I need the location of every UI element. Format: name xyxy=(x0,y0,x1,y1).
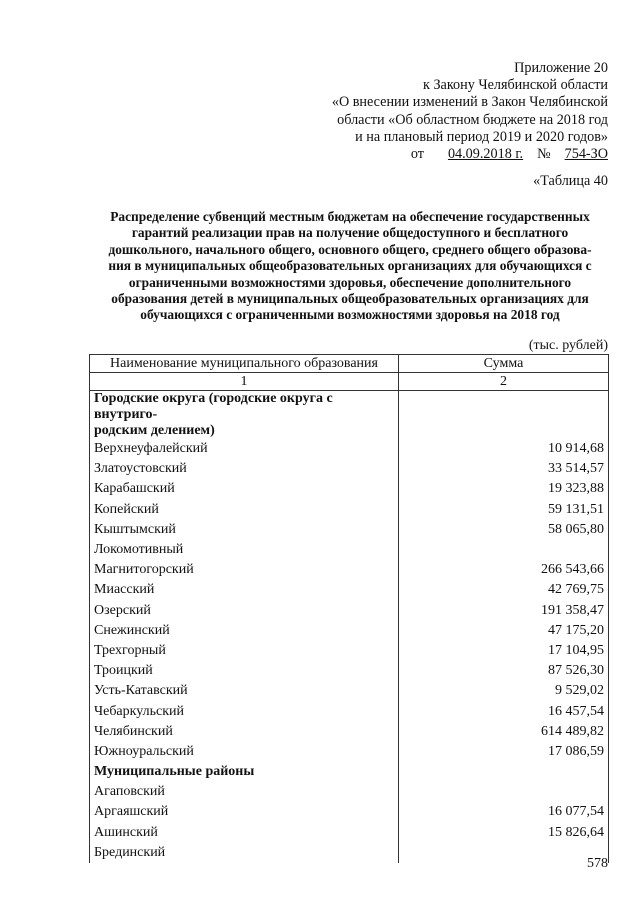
group-heading-sum xyxy=(399,762,609,782)
municipality-name: Челябинский xyxy=(90,722,399,742)
table-row xyxy=(90,500,609,520)
title-line: образования детей в муниципальных общеобразовательных организациях для xyxy=(111,291,589,307)
law-number: 754-ЗО xyxy=(564,146,608,163)
header-line: к Закону Челябинской области xyxy=(423,77,608,94)
subvention-amount: 19 323,88 xyxy=(399,479,609,499)
municipality-name: Магнитогорский xyxy=(90,560,399,580)
municipality-name: Ашинский xyxy=(90,823,399,843)
municipality-name: Троицкий xyxy=(90,661,399,681)
title-line: обучающихся с ограниченными возможностями здоровья на 2018 год xyxy=(140,307,560,323)
table-row xyxy=(90,701,609,721)
table-reference: «Таблица 40 xyxy=(533,173,608,189)
column-number: 2 xyxy=(399,373,609,391)
group-heading xyxy=(90,391,399,440)
municipality-name: Чебаркульский xyxy=(90,701,399,721)
municipality-name: Брединский xyxy=(90,843,399,863)
table-row xyxy=(90,843,609,863)
municipality-name: Усть-Катавский xyxy=(90,681,399,701)
municipality-name: Кыштымский xyxy=(90,520,399,540)
municipality-name: Снежинский xyxy=(90,621,399,641)
law-reference xyxy=(288,146,608,163)
subvention-amount: 191 358,47 xyxy=(399,601,609,621)
table-row xyxy=(90,580,609,600)
title-line: Распределение субвенций местным бюджетам на обеспечение государственных xyxy=(110,209,590,224)
subvention-amount: 42 769,75 xyxy=(399,580,609,600)
group-heading-row xyxy=(90,762,609,782)
table-row xyxy=(90,621,609,641)
subvention-amount: 17 104,95 xyxy=(399,641,609,661)
table-row xyxy=(90,520,609,540)
group-heading-row xyxy=(90,391,609,440)
table-row xyxy=(90,823,609,843)
subvention-amount: 15 826,64 xyxy=(399,823,609,843)
title-line: дошкольного, начального общего, основного общего, среднего общего образова- xyxy=(108,241,592,257)
subvention-amount: 58 065,80 xyxy=(399,520,609,540)
group-heading-line: Городские округа (городские округа с внутриго- xyxy=(94,391,333,422)
group-heading-sum xyxy=(399,391,609,440)
title-line: ния в муниципальных общеобразовательных организациях для обучающихся с xyxy=(108,258,592,274)
group-heading xyxy=(90,762,399,782)
header-line: области «Об областном бюджете на 2018 год xyxy=(337,111,608,128)
column-number-row xyxy=(90,373,609,391)
subvention-amount: 87 526,30 xyxy=(399,661,609,681)
municipality-name: Карабашский xyxy=(90,479,399,499)
subvention-amount: 10 914,68 xyxy=(399,439,609,459)
law-date: 04.09.2018 г. xyxy=(447,146,524,163)
table-row xyxy=(90,802,609,822)
subvention-amount: 614 489,82 xyxy=(399,722,609,742)
table-row xyxy=(90,722,609,742)
number-label: № xyxy=(537,146,551,163)
subvention-amount xyxy=(399,782,609,802)
municipality-name: Трехгорный xyxy=(90,641,399,661)
subvention-amount: 33 514,57 xyxy=(399,459,609,479)
subvention-amount: 9 529,02 xyxy=(399,681,609,701)
header-line: «О внесении изменений в Закон Челябинской xyxy=(331,94,608,111)
table-row xyxy=(90,742,609,762)
header-line: и на плановый период 2019 и 2020 годов» xyxy=(355,128,608,145)
table-row xyxy=(90,681,609,701)
municipality-name: Верхнеуфалейский xyxy=(90,439,399,459)
page-number: 578 xyxy=(587,856,608,871)
table-row xyxy=(90,661,609,681)
municipality-name: Агаповский xyxy=(90,782,399,802)
title-line: гарантий реализации прав на получение общедоступного и бесплатного xyxy=(131,225,569,241)
from-label: от xyxy=(410,146,424,163)
subvention-amount: 59 131,51 xyxy=(399,500,609,520)
table-row xyxy=(90,560,609,580)
municipality-name: Южноуральский xyxy=(90,742,399,762)
column-number: 1 xyxy=(90,373,399,391)
municipality-name: Аргаяшский xyxy=(90,802,399,822)
appendix-header xyxy=(288,60,608,163)
subventions-table xyxy=(89,354,609,863)
table-header-row xyxy=(90,355,609,373)
table-row xyxy=(90,601,609,621)
subvention-amount: 47 175,20 xyxy=(399,621,609,641)
subvention-amount xyxy=(399,540,609,560)
municipality-name: Златоустовский xyxy=(90,459,399,479)
group-heading-line: Муниципальные районы xyxy=(94,764,255,780)
subvention-amount: 266 543,66 xyxy=(399,560,609,580)
table-row xyxy=(90,459,609,479)
municipality-name: Локомотивный xyxy=(90,540,399,560)
municipality-name: Миасский xyxy=(90,580,399,600)
municipality-name: Озерский xyxy=(90,601,399,621)
table-row xyxy=(90,439,609,459)
column-header-sum: Сумма xyxy=(399,355,609,373)
units-label: (тыс. рублей) xyxy=(528,338,608,353)
subvention-amount xyxy=(399,843,609,863)
subvention-amount: 16 457,54 xyxy=(399,701,609,721)
title-line: ограниченными возможностями здоровья, обеспечение дополнительного xyxy=(128,274,572,290)
column-header-name: Наименование муниципального образования xyxy=(90,355,399,373)
municipality-name: Копейский xyxy=(90,500,399,520)
table-row xyxy=(90,540,609,560)
document-title xyxy=(90,209,610,324)
table-row xyxy=(90,479,609,499)
table-row xyxy=(90,641,609,661)
subvention-amount: 17 086,59 xyxy=(399,742,609,762)
header-line: Приложение 20 xyxy=(514,60,608,76)
group-heading-line: родским делением) xyxy=(94,423,215,438)
table-row xyxy=(90,782,609,802)
subvention-amount: 16 077,54 xyxy=(399,802,609,822)
